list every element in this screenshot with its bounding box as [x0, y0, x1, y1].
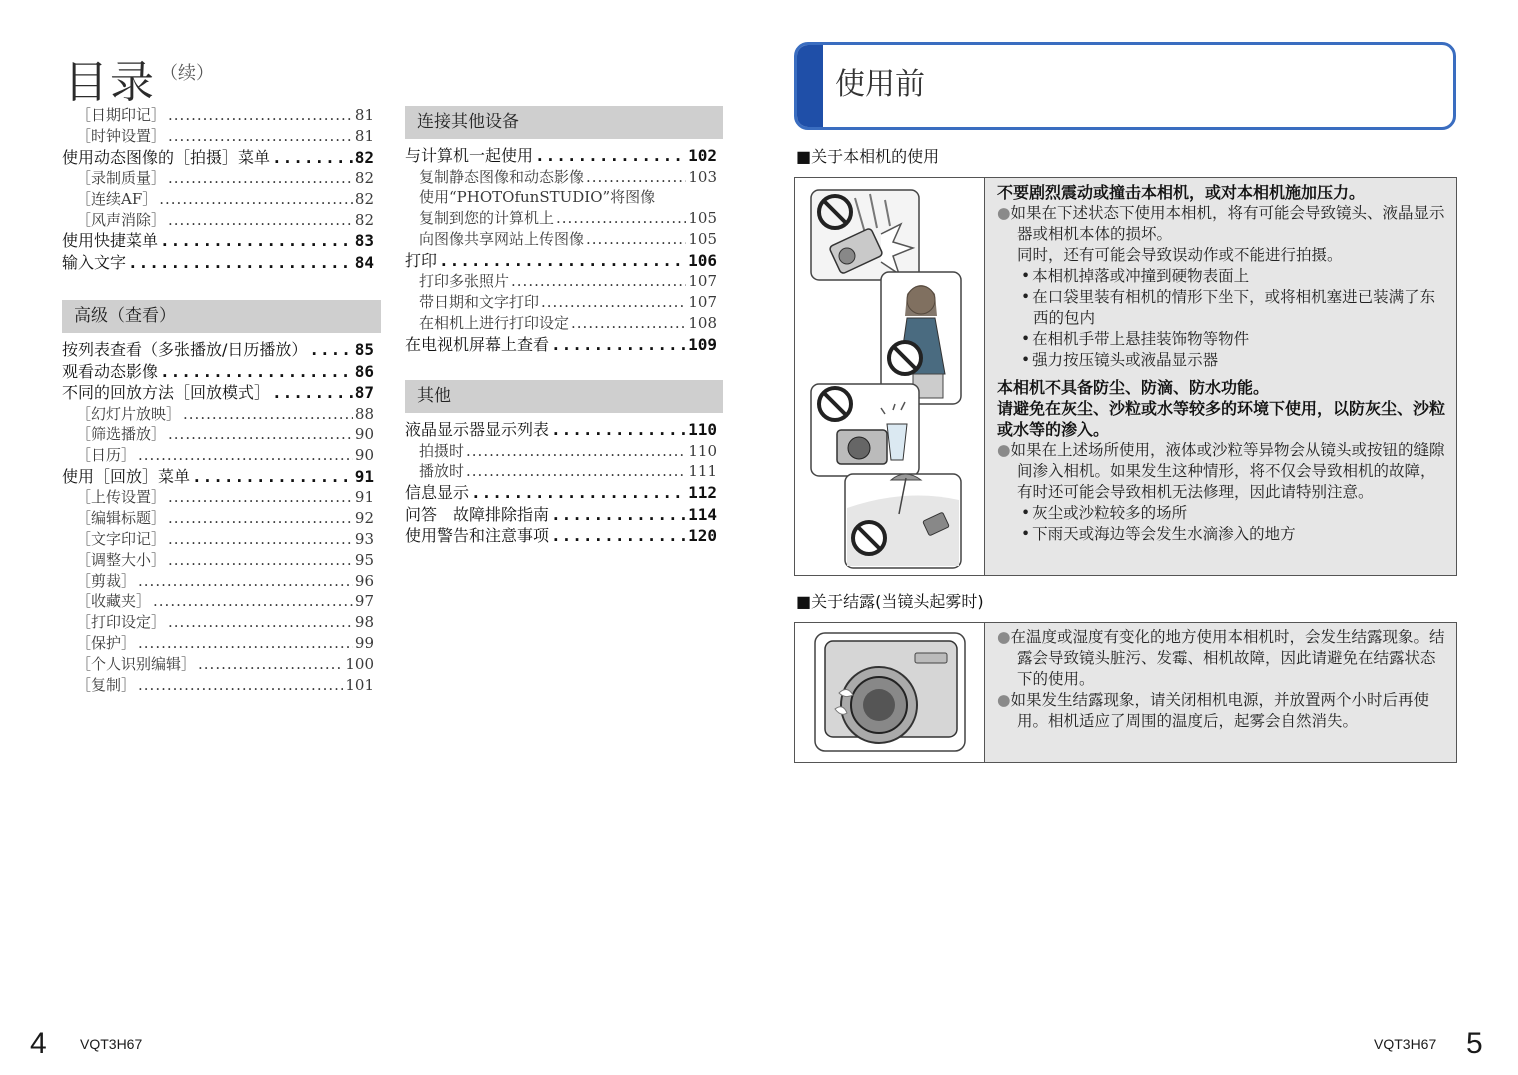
toc-entry [405, 525, 717, 547]
small-bullet-icon: • [1021, 288, 1031, 306]
toc-entry-title: ［筛选播放］ [76, 425, 167, 444]
caution-list-item [997, 524, 1446, 545]
condensation-paragraph-2: ●如果发生结露现象，请关闭相机电源，并放置两个小时后再使用。相机适应了周围的温度后，起雾会自然消失。 [997, 691, 1430, 730]
water-splash-illustration [811, 384, 919, 476]
toc-entry-page: 111 [688, 462, 717, 481]
toc-entry [405, 187, 717, 208]
toc-entry-title: ［上传设置］ [76, 488, 167, 507]
toc-title-suffix: （续） [160, 63, 214, 84]
toc-leader-dots [168, 168, 353, 189]
toc-entry [62, 252, 374, 274]
toc-entry-title: ［日期印记］ [76, 106, 167, 124]
page-number-left: 4 [30, 1027, 47, 1060]
toc-entry-title: ［收藏夹］ [76, 592, 152, 611]
toc-entry-title: 液晶显示器显示列表 [405, 420, 550, 439]
beach-sand-illustration [845, 474, 961, 568]
toc-entry [405, 461, 717, 482]
toc-entry [62, 404, 374, 425]
toc-entry-title: ［日历］ [76, 446, 137, 465]
toc-entry-title: ［个人识别编辑］ [76, 654, 197, 673]
small-bullet-icon: • [1021, 267, 1031, 285]
toc-entry [62, 591, 374, 612]
toc-entry-title: ［文字印记］ [76, 529, 167, 548]
toc-leader-dots [309, 339, 352, 361]
toc-entry-page: 82 [354, 210, 374, 229]
toc-entry-page: 107 [688, 292, 717, 311]
toc-leader-dots [168, 529, 353, 550]
toc-entry-page: 92 [354, 509, 374, 528]
toc-entry-page: 109 [688, 334, 717, 354]
toc-entry [405, 250, 717, 272]
toc-entry [62, 675, 374, 696]
toc-entry-title: 使用警告和注意事项 [405, 526, 550, 546]
toc-entry-title: 使用“PHOTOfunSTUDIO”将图像 [419, 188, 656, 207]
toc-leader-dots [535, 145, 686, 167]
small-bullet-icon: • [1021, 351, 1031, 369]
toc-entry [62, 361, 374, 383]
banner-title: 使用前 [835, 67, 925, 102]
toc-entry-title: 输入文字 [62, 252, 127, 272]
caution-panel-condensation [794, 622, 1457, 763]
toc-entry-page: 84 [354, 252, 374, 272]
section-header-playback: 高级（查看） [62, 300, 381, 333]
toc-leader-dots [160, 230, 353, 252]
toc-entry [62, 633, 374, 654]
toc-entry [62, 612, 374, 633]
caution-list-item-text: 本相机掉落或冲撞到硬物表面上 [1032, 267, 1250, 285]
caution-paragraph-intrusion: ●如果在上述场所使用，液体或沙粒等异物会从镜头或按钮的缝隙间渗入相机。如果发生这种情形，将不仅会导致相机的故障，有时还可能会导致相机无法修理，因此请特别注意。 [997, 441, 1445, 501]
toc-leader-dots [192, 466, 353, 488]
bullet-icon: ● [997, 204, 1011, 222]
caution-paragraph-malfunction: 同时，还有可能会导致误动作或不能进行拍摄。 [1017, 246, 1343, 264]
caution-list-item-text: 在相机手带上悬挂装饰物等物件 [1032, 330, 1250, 348]
chapter-banner [794, 42, 1456, 130]
toc-entry [62, 105, 374, 126]
toc-entry [405, 145, 717, 167]
toc-entry-title: 播放时 [419, 462, 465, 481]
bullet-icon: ● [997, 691, 1011, 709]
toc-entry [62, 230, 374, 252]
doc-code-left: VQT3H67 [80, 1036, 143, 1052]
toc-entry-page: 95 [354, 550, 374, 569]
bullet-icon: ● [997, 441, 1011, 459]
toc-entry-page: 98 [354, 613, 374, 632]
toc-leader-dots [168, 550, 353, 571]
bullet-icon: ● [997, 628, 1011, 646]
caution-list-item-text: 灰尘或沙粒较多的场所 [1032, 504, 1188, 522]
toc-entry-title: ［连续AF］ [76, 189, 158, 208]
toc-leader-dots [556, 208, 686, 229]
caution-list-item [997, 350, 1446, 371]
caution-list-item-text: 在口袋里装有相机的情形下坐下，或将相机塞进已装满了东西的包内 [1032, 288, 1436, 327]
toc-entry [62, 210, 374, 231]
toc-entry [405, 313, 717, 334]
toc-entry-title: 复制静态图像和动态影像 [419, 167, 585, 186]
toc-column-1-bottom [62, 339, 374, 695]
toc-entry-page: 82 [354, 189, 374, 208]
toc-entry-page: 82 [354, 147, 374, 167]
toc-leader-dots [466, 441, 686, 462]
small-bullet-icon: • [1021, 504, 1031, 522]
toc-entry [62, 445, 374, 466]
caution-list-handling [997, 266, 1446, 371]
toc-entry-page: 81 [354, 126, 374, 145]
toc-entry-title: 在相机上进行打印设定 [419, 313, 570, 332]
caution-list-item [997, 503, 1446, 524]
toc-leader-dots [439, 250, 686, 272]
drop-impact-illustration [811, 190, 919, 280]
section-title-condensation: ■关于结露(当镜头起雾时) [796, 592, 984, 611]
banner-accent-bar [797, 45, 823, 127]
toc-entry-page: 87 [354, 383, 374, 402]
toc-entry [405, 441, 717, 462]
toc-leader-dots [183, 404, 353, 425]
toc-leader-dots [551, 419, 686, 441]
toc-leader-dots [168, 508, 353, 529]
illustration-fogged-lens [795, 623, 985, 762]
toc-entry [62, 126, 374, 147]
toc-title: 目录 $^{(续)}$ [64, 57, 214, 108]
toc-leader-dots [272, 147, 353, 169]
toc-leader-dots [159, 189, 353, 210]
illustration-handling-cautions [795, 178, 985, 575]
toc-column-2-connect [405, 145, 717, 355]
toc-entry [62, 168, 374, 189]
caution-list-item-text: 强力按压镜头或液晶显示器 [1032, 351, 1219, 369]
toc-entry [62, 147, 374, 169]
toc-leader-dots [551, 504, 686, 526]
toc-leader-dots [198, 654, 343, 675]
toc-entry-title: 拍摄时 [419, 441, 465, 460]
caution-text-handling [984, 178, 1456, 575]
toc-entry-page: 112 [688, 483, 717, 503]
caution-list-item [997, 287, 1446, 329]
toc-entry-title: 使用动态图像的［拍摄］菜单 [62, 147, 271, 167]
toc-entry [405, 292, 717, 313]
toc-entry [405, 334, 717, 356]
toc-entry-title: 向图像共享网站上传图像 [419, 229, 585, 248]
toc-entry-title: 打印多张照片 [419, 272, 510, 291]
toc-entry-page: 103 [688, 167, 717, 186]
caution-heading-not-proof: 本相机不具备防尘、防滴、防水功能。 [997, 378, 1270, 397]
caution-list-item [997, 329, 1446, 350]
toc-entry [405, 167, 717, 188]
toc-entry [62, 550, 374, 571]
small-bullet-icon: • [1021, 330, 1031, 348]
toc-entry-page: 93 [354, 529, 374, 548]
toc-entry [405, 271, 717, 292]
toc-entry-page: 99 [354, 633, 374, 652]
toc-entry-title: ［剪裁］ [76, 571, 137, 590]
toc-leader-dots [138, 675, 343, 696]
toc-entry-title: ［编辑标题］ [76, 509, 167, 528]
toc-entry [62, 487, 374, 508]
toc-leader-dots [571, 313, 686, 334]
toc-entry-page: 91 [354, 466, 374, 486]
toc-entry-page: 107 [688, 272, 717, 291]
toc-leader-dots [471, 482, 686, 504]
toc-entry [62, 654, 374, 675]
toc-leader-dots [551, 525, 686, 547]
caution-list-item [997, 266, 1446, 287]
toc-leader-dots [168, 210, 353, 231]
section-header-other: 其他 [405, 380, 723, 413]
toc-leader-dots [138, 571, 353, 592]
toc-entry-page: 90 [354, 446, 374, 465]
toc-entry-page: 106 [688, 250, 717, 270]
toc-entry-page: 91 [354, 488, 374, 507]
toc-leader-dots [541, 292, 686, 313]
toc-entry-page: 105 [688, 209, 717, 228]
toc-entry [405, 229, 717, 250]
toc-entry [62, 571, 374, 592]
toc-entry-page: 105 [688, 229, 717, 248]
toc-entry-page: 100 [345, 654, 374, 673]
toc-entry-page: 120 [688, 526, 717, 546]
toc-entry-page: 110 [688, 441, 717, 460]
caution-list-item-text: 下雨天或海边等会发生水滴渗入的地方 [1032, 525, 1296, 543]
small-bullet-icon: • [1021, 525, 1031, 543]
toc-entry-title: 观看动态影像 [62, 361, 159, 381]
toc-entry-page: 108 [688, 313, 717, 332]
toc-entry [62, 466, 374, 488]
toc-entry-title: 在电视机屏幕上查看 [405, 334, 550, 354]
caution-heading-avoid-dust: 请避免在灰尘、沙粒或水等较多的环境下使用，以防灰尘、沙粒或水等的渗入。 [997, 399, 1446, 439]
caution-panel-handling [794, 177, 1457, 576]
toc-entry-title: 与计算机一起使用 [405, 146, 534, 165]
toc-leader-dots [168, 612, 353, 633]
toc-entry [62, 382, 374, 404]
toc-entry-title: 信息显示 [405, 483, 470, 503]
toc-entry-page: 102 [688, 146, 717, 165]
toc-entry-title: 复制到您的计算机上 [419, 209, 555, 228]
toc-column-1-top [62, 105, 374, 273]
toc-leader-dots [168, 105, 353, 126]
toc-entry [405, 208, 717, 229]
toc-leader-dots [128, 252, 353, 274]
toc-entry-page: 85 [354, 340, 374, 359]
toc-entry-title: 打印 [405, 250, 438, 270]
section-title-camera-use: ■关于本相机的使用 [796, 147, 940, 166]
toc-entry [405, 482, 717, 504]
toc-entry-title: ［复制］ [76, 675, 137, 694]
caution-list-places [997, 503, 1446, 545]
toc-entry-page: 88 [354, 404, 374, 423]
toc-leader-dots [511, 271, 686, 292]
section-header-connect: 连接其他设备 [405, 106, 723, 139]
toc-entry-title: 使用快捷菜单 [62, 231, 159, 251]
toc-leader-dots [138, 445, 353, 466]
caution-heading-shock: 不要剧烈震动或撞击本相机，或对本相机施加压力。 [997, 183, 1366, 202]
toc-entry [62, 529, 374, 550]
toc-entry-page: 82 [354, 169, 374, 188]
toc-entry-page: 81 [354, 106, 374, 124]
toc-leader-dots [160, 361, 353, 383]
toc-leader-dots [586, 229, 686, 250]
toc-entry-title: ［录制质量］ [76, 169, 167, 188]
toc-entry-page: 86 [354, 361, 374, 381]
toc-entry-title: ［时钟设置］ [76, 126, 167, 145]
toc-entry-title: ［保护］ [76, 633, 137, 652]
toc-entry [62, 424, 374, 445]
toc-entry-title: 使用［回放］菜单 [62, 466, 191, 486]
caution-text-condensation [984, 623, 1456, 762]
toc-entry [62, 339, 374, 361]
toc-entry-title: 按列表查看（多张播放/日历播放） [62, 340, 308, 359]
condensation-paragraph-1: ●在温度或湿度有变化的地方使用本相机时，会发生结露现象。结露会导致镜头脏污、发霉、相机故障，因此请避免在结露状态下的使用。 [997, 628, 1445, 688]
toc-leader-dots [153, 591, 353, 612]
toc-leader-dots [168, 424, 353, 445]
toc-entry [62, 189, 374, 210]
toc-entry [405, 504, 717, 526]
toc-entry [405, 419, 717, 441]
toc-entry-title: ［风声消除］ [76, 210, 167, 229]
toc-entry-page: 90 [354, 425, 374, 444]
toc-entry-page: 97 [354, 592, 374, 611]
toc-leader-dots [466, 461, 686, 482]
toc-leader-dots [551, 334, 686, 356]
toc-entry-page: 114 [688, 504, 717, 524]
toc-entry-title: ［调整大小］ [76, 550, 167, 569]
doc-code-right: VQT3H67 [1374, 1036, 1437, 1052]
toc-entry-page: 110 [688, 420, 717, 439]
page-number-right: 5 [1466, 1027, 1483, 1060]
toc-entry [62, 508, 374, 529]
toc-entry-page: 96 [354, 571, 374, 590]
toc-leader-dots [168, 487, 353, 508]
toc-leader-dots [586, 167, 686, 188]
toc-entry-title: ［打印设定］ [76, 613, 167, 632]
toc-entry-title: 带日期和文字打印 [419, 292, 540, 311]
toc-leader-dots [168, 126, 353, 147]
toc-entry-title: ［幻灯片放映］ [76, 404, 182, 423]
toc-entry-page: 83 [354, 231, 374, 251]
toc-entry-title: 不同的回放方法［回放模式］ [62, 383, 271, 402]
toc-leader-dots [138, 633, 353, 654]
toc-entry-title: 问答 故障排除指南 [405, 504, 550, 524]
caution-paragraph-damage: ●如果在下述状态下使用本相机，将有可能会导致镜头、液晶显示器或相机本体的损坏。 [997, 204, 1445, 243]
toc-leader-dots [272, 382, 353, 404]
toc-column-2-other [405, 419, 717, 547]
toc-entry-page: 101 [345, 675, 374, 694]
